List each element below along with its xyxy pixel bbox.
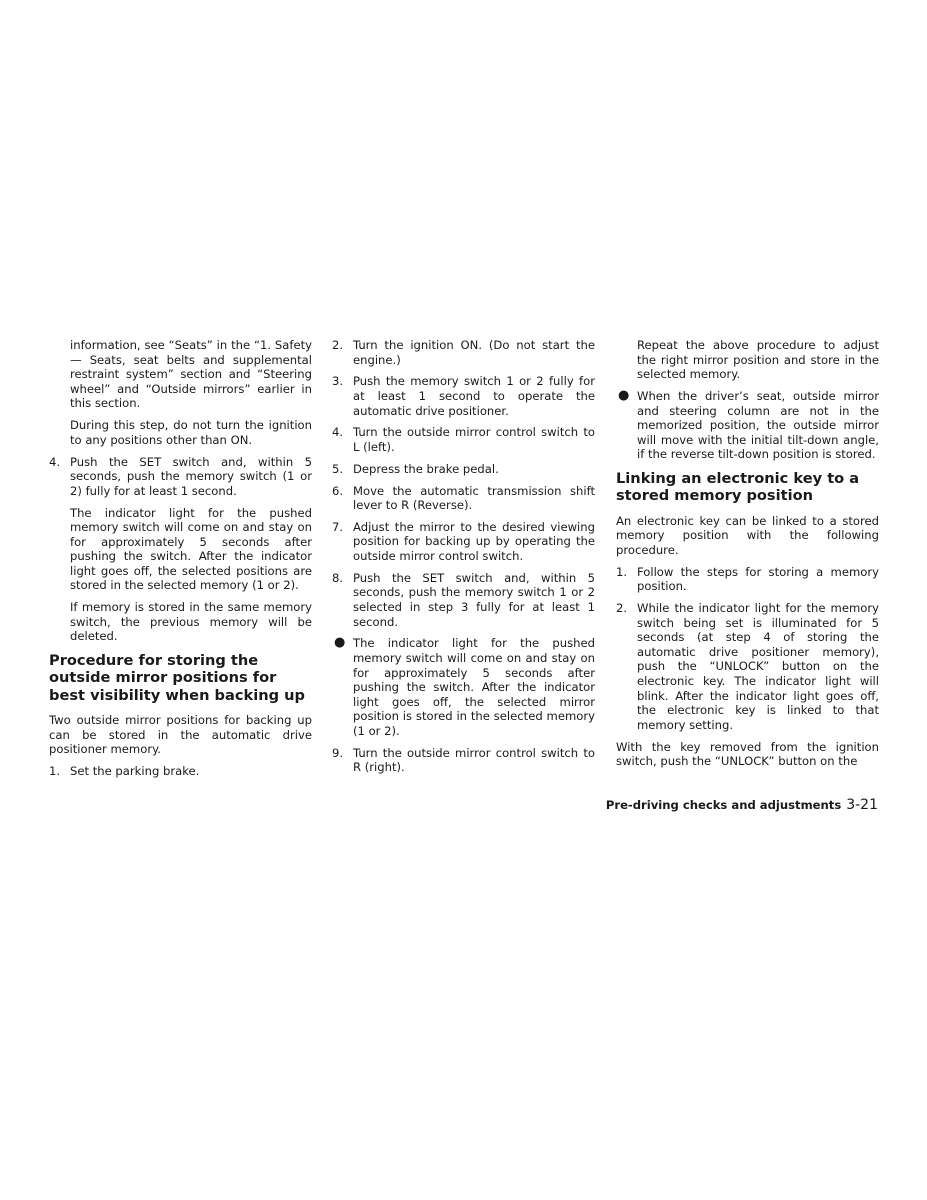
list-item-step-2	[616, 601, 879, 732]
list-item-step-4	[49, 455, 312, 499]
page-number: 3-21	[846, 797, 878, 813]
list-text: Set the parking brake.	[70, 764, 200, 779]
list-text: Adjust the mirror to the desired viewing position for backing up by operating the outside mirror control switch.	[353, 519, 595, 564]
list-text: Push the SET switch and, within 5 seconds, push the memory switch 1 or 2 selected in step 3 fully for at least 1 second.	[353, 570, 595, 629]
list-number: 2.	[332, 338, 344, 352]
list-number: 8.	[332, 570, 344, 585]
bullet-item-tilt-down	[616, 389, 879, 462]
section-heading-electronic-key: Linking an electronic key to a stored memory position	[616, 469, 860, 505]
paragraph-ignition-note: During this step, do not turn the ignition to any positions other than ON.	[70, 418, 312, 447]
column-right	[616, 338, 879, 776]
section-heading-mirror-positions: Procedure for storing the outside mirror positions for best visibility when backing up	[49, 652, 305, 704]
list-number: 3.	[332, 374, 344, 389]
list-text: Depress the brake pedal.	[353, 461, 499, 476]
paragraph-mirror-intro: Two outside mirror positions for backing up can be stored in the automatic drive positioner memory.	[49, 713, 312, 757]
list-item-step-4	[332, 425, 595, 454]
bullet-text: When the driver’s seat, outside mirror and steering column are not in the memorized position, the outside mirror will move with the initial tilt-down angle, if the reverse tilt-down position is stored.	[637, 388, 879, 462]
list-item-step-3	[332, 374, 595, 418]
list-text: Push the memory switch 1 or 2 fully for at least 1 second to operate the automatic drive positioner.	[353, 374, 595, 418]
list-item-step-8	[332, 571, 595, 629]
page-footer	[500, 797, 878, 813]
list-number: 4.	[49, 454, 61, 469]
list-number: 5.	[332, 461, 344, 476]
bullet-icon: ●	[618, 387, 630, 403]
list-text: Push the SET switch and, within 5 seconds, push the memory switch (1 or 2) fully for at least 1 second.	[70, 454, 312, 498]
list-item-step-9	[332, 746, 595, 775]
bullet-text: The indicator light for the pushed memory switch will come on and stay on for approximately 5 seconds after pushing the switch. After the indicator light goes off, the selected mirror position is stored in the selected memory (1 or 2).	[353, 636, 595, 738]
list-number: 2.	[616, 601, 628, 616]
list-text: While the indicator light for the memory switch being set is illuminated for 5 seconds (at step 4 of storing the automatic drive positioner memory), push the “UNLOCK” button on the electronic key. The indicator light will blink. After the indicator light goes off, the electronic key is linked to that memory setting.	[637, 601, 879, 732]
list-number: 4.	[332, 425, 344, 440]
list-item-step-6	[332, 484, 595, 513]
list-number: 1.	[49, 764, 61, 779]
list-item-step-5	[332, 462, 595, 477]
paragraph-repeat-procedure: Repeat the above procedure to adjust the right mirror position and store in the selected memory.	[637, 338, 879, 382]
list-item-step-1	[49, 764, 312, 779]
paragraph-seats-reference: information, see “Seats” in the “1. Safety — Seats, seat belts and supplemental restraint system” section and “Steering wheel” and “Outside mirrors” earlier in this section.	[70, 338, 312, 411]
list-number: 7.	[332, 519, 344, 534]
list-number: 1.	[616, 564, 628, 579]
list-number: 9.	[332, 745, 344, 760]
paragraph-indicator-light: The indicator light for the pushed memory switch will come on and stay on for approximately 5 seconds after pushing the switch. After the indicator light goes off, the selected positions are stored in the selected memory (1 or 2).	[70, 505, 312, 593]
list-number: 6.	[332, 483, 344, 498]
list-text: Turn the ignition ON. (Do not start the engine.)	[353, 338, 595, 367]
column-left	[49, 338, 312, 786]
list-item-step-7	[332, 520, 595, 564]
paragraph-memory-overwrite: If memory is stored in the same memory switch, the previous memory will be deleted.	[70, 600, 312, 644]
list-text: Move the automatic transmission shift lever to R (Reverse).	[353, 483, 595, 513]
list-item-step-1	[616, 565, 879, 594]
list-text: Turn the outside mirror control switch to L (left).	[353, 425, 595, 454]
paragraph-key-removed: With the key removed from the ignition switch, push the “UNLOCK” button on the	[616, 739, 879, 769]
list-text: Follow the steps for storing a memory position.	[637, 564, 879, 594]
bullet-item-indicator	[332, 636, 595, 738]
list-item-step-2	[332, 338, 595, 367]
paragraph-key-intro: An electronic key can be linked to a stored memory position with the following procedure.	[616, 513, 879, 557]
column-middle	[332, 338, 595, 782]
footer-section-title: Pre-driving checks and adjustments	[605, 798, 842, 812]
list-text: Turn the outside mirror control switch to R (right).	[353, 745, 595, 775]
bullet-icon: ●	[334, 635, 346, 651]
